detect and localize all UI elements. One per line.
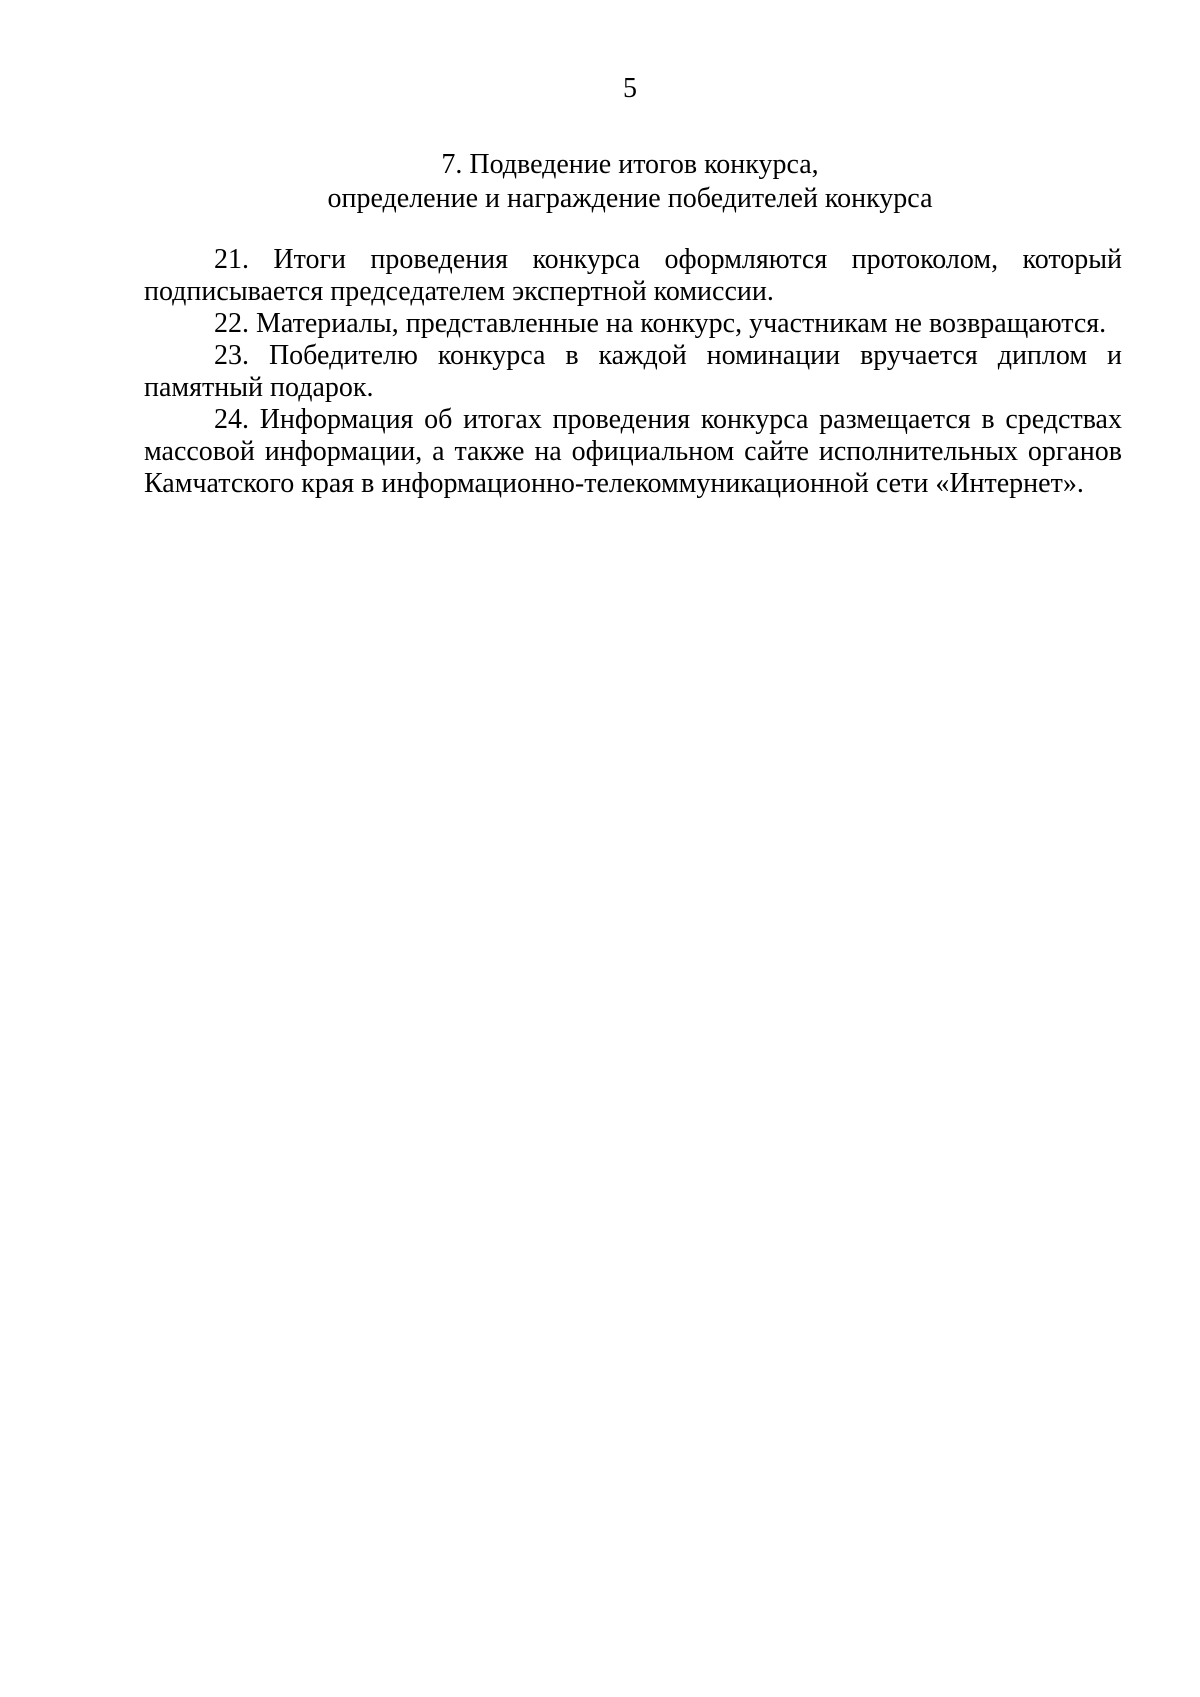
section-title-line-2: определение и награждение победителей конкурса <box>327 183 933 214</box>
paragraph-21: 21. Итоги проведения конкурса оформляются протоколом, который подписывается председателем экспертной комиссии. <box>144 244 1122 307</box>
section-title-line-1: 7. Подведение итогов конкурса, <box>441 149 819 180</box>
paragraph-24: 24. Информация об итогах проведения конкурса размещается в средствах массовой информации, а также на официальном сайте исполнительных органов Камчатского края в информационно-телекоммуникационной сети «Интернет». <box>144 404 1122 499</box>
paragraph-22: 22. Материалы, представленные на конкурс, участникам не возвращаются. <box>214 308 1107 339</box>
page-number: 5 <box>623 73 637 104</box>
section-title <box>0 148 1200 216</box>
section-body <box>144 244 1122 500</box>
paragraph-23: 23. Победителю конкурса в каждой номинации вручается диплом и памятный подарок. <box>144 340 1122 403</box>
